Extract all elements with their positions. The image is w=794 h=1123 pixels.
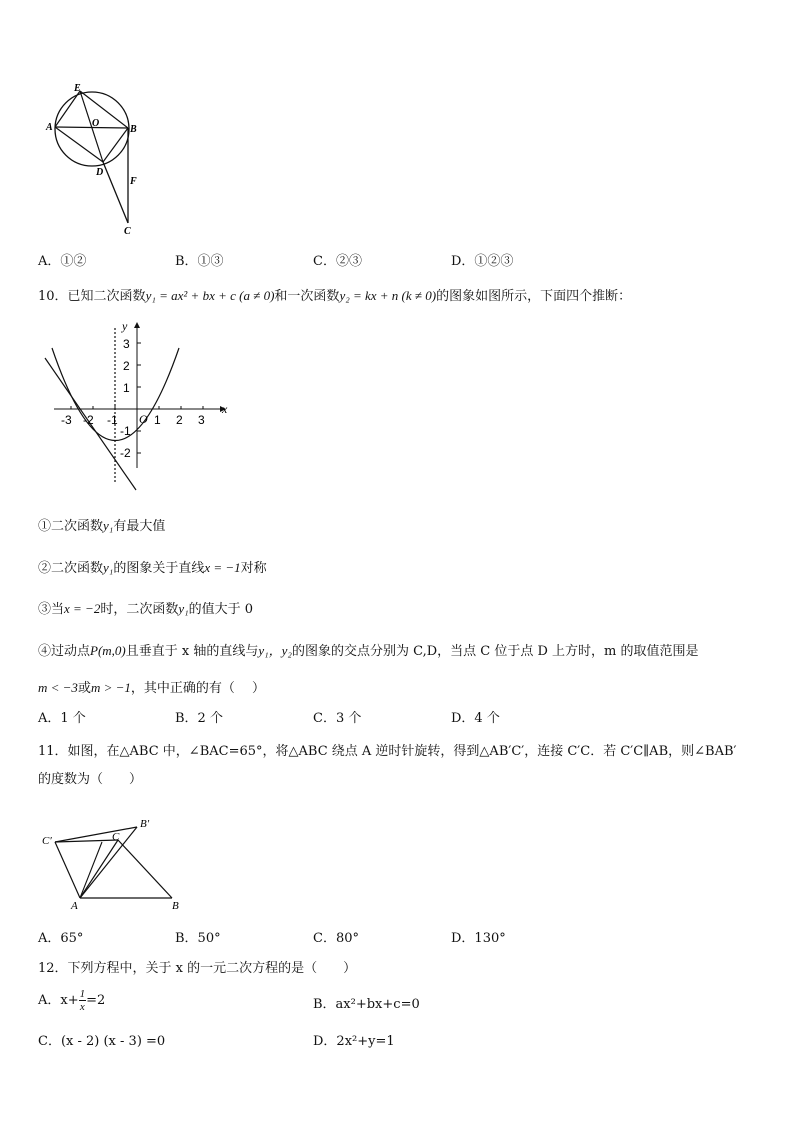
segment-dc	[103, 162, 128, 223]
q12-stem: 12．下列方程中，关于 x 的一元二次方程的是（ ）	[38, 961, 357, 976]
s3-eq: x = −2	[64, 601, 101, 616]
q11-rotation-figure	[40, 812, 190, 912]
y-tick-label: -2	[120, 446, 131, 460]
segment-ae	[55, 91, 80, 127]
s3-text-b: 时，二次函数	[100, 602, 179, 617]
s2-text-b: 的图象关于直线	[113, 561, 205, 576]
q12-option-b[interactable]: B．ax²+bx+c=0	[313, 997, 420, 1012]
fraction-denominator: x	[79, 1001, 85, 1013]
s4-cond2: m > −1	[90, 680, 131, 695]
q10-option-b[interactable]: B．2 个	[175, 711, 223, 726]
label-bprime: B′	[140, 818, 150, 830]
label-d: D	[96, 167, 104, 178]
label-a: A	[71, 900, 78, 912]
s4-point: P(m,0)	[90, 643, 126, 658]
y-tick-label: -1	[120, 424, 131, 438]
label-cprime: C′	[42, 835, 52, 847]
y-tick-label: 3	[123, 337, 130, 351]
s4-cond1: m < −3	[38, 680, 78, 695]
q11-option-d[interactable]: D．130°	[451, 931, 506, 946]
q12-option-d[interactable]: D．2x²+y=1	[313, 1034, 395, 1049]
segment-acp	[55, 842, 80, 898]
s1-var: y₁	[103, 518, 114, 533]
q10-stem-c: 的图象如图所示，下面四个推断：	[436, 289, 632, 304]
segment-cpbp	[55, 827, 137, 842]
label-o: O	[92, 118, 100, 129]
label-a: A	[46, 122, 53, 133]
q11-option-b[interactable]: B．50°	[175, 931, 221, 946]
x-tick-label: 1	[154, 413, 161, 427]
q11-option-a[interactable]: A．65°	[38, 931, 84, 946]
q10-y1-equation: y₁ = ax² + bx + c (a ≠ 0)	[145, 288, 275, 303]
s3-text-a: ③当	[38, 602, 65, 617]
segment-cb	[118, 840, 172, 898]
q10-statement-3	[38, 598, 253, 617]
q9-option-b[interactable]: B．①③	[175, 254, 224, 269]
s3-var: y₁	[178, 601, 189, 616]
label-b: B	[130, 124, 137, 135]
q9-option-a[interactable]: A．①②	[38, 254, 87, 269]
q10-option-d[interactable]: D．4 个	[451, 711, 500, 726]
y-tick-label: 2	[123, 359, 130, 373]
s4-text-d: ，其中正确的有（ ）	[130, 681, 266, 696]
label-c: C	[124, 226, 131, 237]
s1-text-a: ①二次函数	[38, 519, 104, 534]
s4-text-a: ④过动点	[38, 644, 91, 659]
q12-option-a-pre: A．x+	[38, 993, 79, 1008]
s4-or: 或	[77, 681, 91, 696]
q10-option-c[interactable]: C．3 个	[313, 711, 362, 726]
label-f: F	[130, 176, 137, 187]
s1-text-b: 有最大值	[113, 519, 166, 534]
s4-vars: y₁，y₂	[258, 643, 292, 658]
q12-option-c[interactable]: C．(x - 2) (x - 3) =0	[38, 1034, 166, 1049]
segment-ad	[55, 127, 103, 162]
s4-text-c: 的图象的交点分别为 C,D，当点 C 位于点 D 上方时，m 的取值范围是	[291, 644, 699, 659]
q10-statement-4-line1	[38, 640, 699, 659]
y-tick-label: 1	[123, 381, 130, 395]
x-tick-label: 2	[176, 413, 183, 427]
x-axis-label: x	[222, 402, 228, 416]
q12-option-a-post: =2	[86, 993, 106, 1008]
q12-option-a[interactable]	[38, 988, 105, 1013]
q11-stem-line1: 11．如图，在△ABC 中，∠BAC=65°，将△ABC 绕点 A 逆时针旋转，得到△AB′C′，连接 C′C．若 C′C∥AB，则∠BAB′	[38, 744, 737, 759]
q10-statement-2	[38, 557, 267, 576]
q10-option-a[interactable]: A．1 个	[38, 711, 86, 726]
q11-stem-line2: 的度数为（ ）	[38, 772, 143, 787]
x-tick-label: -3	[61, 413, 72, 427]
s2-text-c: 对称	[240, 561, 267, 576]
q10-statement-4-line2	[38, 677, 265, 696]
fraction-numerator: 1	[79, 988, 86, 1000]
y-axis-arrow	[134, 322, 140, 328]
q11-option-c[interactable]: C．80°	[313, 931, 359, 946]
q10-statement-1	[38, 515, 165, 534]
segment-eb	[80, 91, 128, 128]
segment-abp	[80, 827, 137, 898]
s2-var: y₁	[103, 560, 114, 575]
label-e: E	[74, 83, 81, 94]
s2-text-a: ②二次函数	[38, 561, 104, 576]
q9-option-c[interactable]: C．②③	[313, 254, 362, 269]
s3-text-c: 的值大于 0	[188, 602, 254, 617]
q10-stem-b: 和一次函数	[274, 289, 340, 304]
s4-text-b: 且垂直于 x 轴的直线与	[125, 644, 259, 659]
label-c: C	[112, 831, 120, 843]
q9-option-d[interactable]: D．①②③	[451, 254, 514, 269]
x-tick-label: 3	[198, 413, 205, 427]
fraction-one-over-x	[79, 988, 87, 1013]
q10-number: 10．	[38, 289, 68, 304]
q10-y2-equation: y₂ = kx + n (k ≠ 0)	[339, 288, 437, 303]
x-tick-label: -2	[83, 413, 94, 427]
origin-label: O	[139, 412, 148, 426]
y-axis-label: y	[122, 319, 128, 333]
q10-stem-a: 已知二次函数	[67, 289, 146, 304]
x-tick-label: -1	[107, 413, 118, 427]
q9-circle-figure	[40, 80, 160, 240]
q10-function-graph	[40, 318, 240, 498]
s2-eq: x = −1	[204, 560, 241, 575]
label-b: B	[172, 900, 179, 912]
q10-stem	[38, 285, 631, 304]
